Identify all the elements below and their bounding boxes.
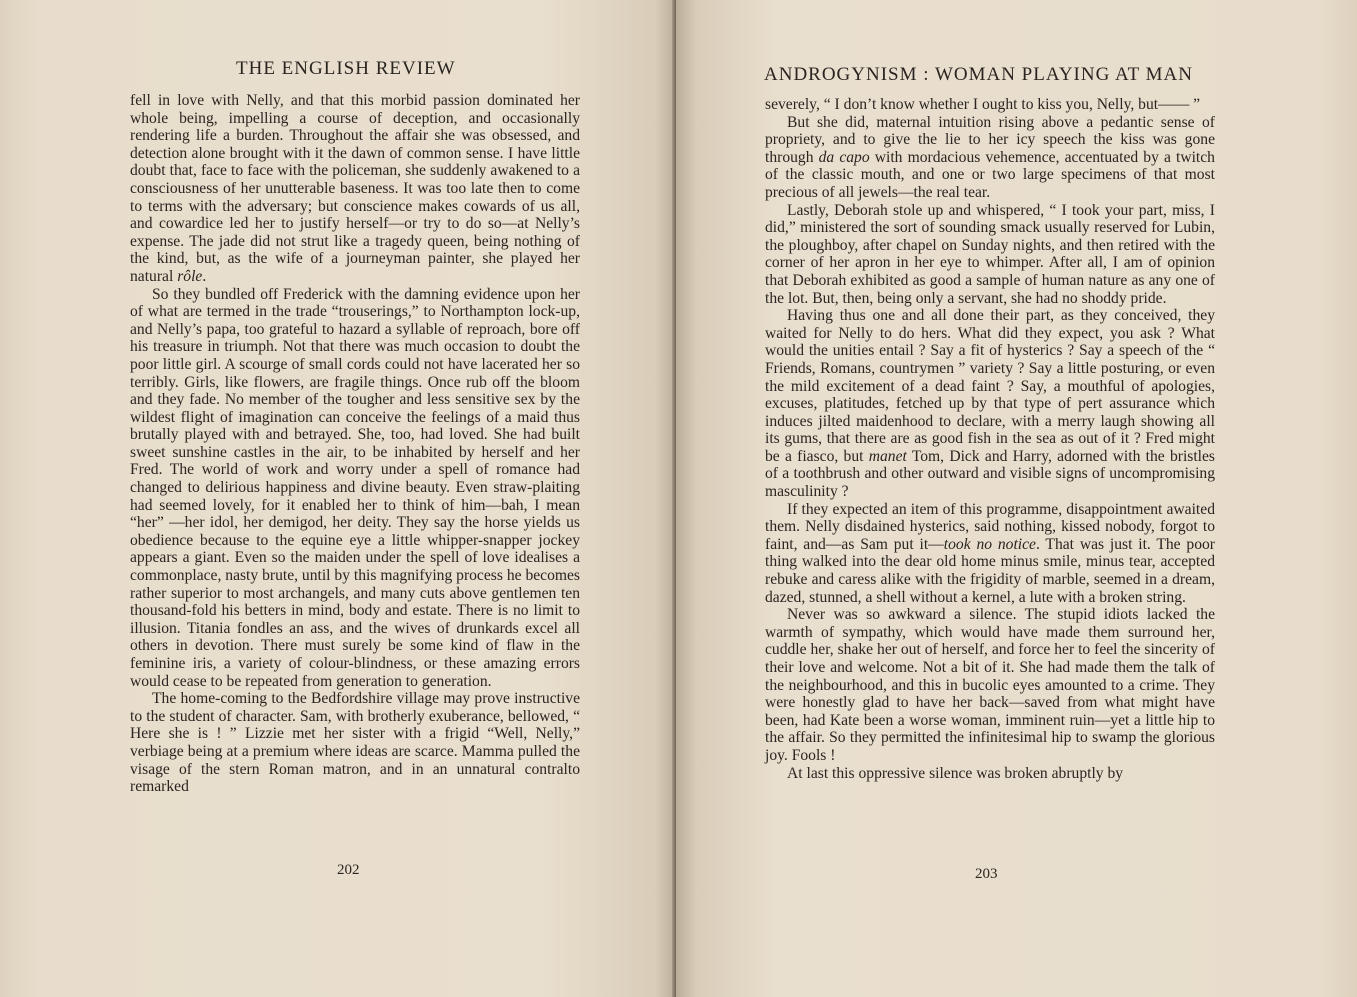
paragraph xyxy=(765,307,1215,501)
left-page xyxy=(0,0,676,997)
text-run: Tom, Dick and Harry, adorned with the bristles of a toothbrush and other outward and visible signs of uncompromising masculinity ? xyxy=(765,447,1215,501)
text-run: The home-coming to the Bedfordshire village may prove instructive to the student of character. Sam, with brotherly exuberance, bellowed, “ Here she is ! ” Lizzie met her sister with a frigid “Well, Nelly,” verbiage being at a premium where ideas are scarce. Mamma pulled the visage of the stern Roman matron, and in an unnatural contralto remarked xyxy=(130,690,580,796)
italic-text: took no notice xyxy=(943,535,1036,553)
body-text xyxy=(765,96,1215,782)
text-run: Lastly, Deborah stole up and whispered, “ I took your part, miss, I did,” ministered the sort of sounding smack usually reserved for Lubin, the ploughboy, after chapel on Sunday nights, and then retired with the corner of her apron in her eye to whimper. After all, I am of opinion that Deborah exhibited as good a sample of human nature as any one of the lot. But, then, being only a servant, she had no shoddy pride. xyxy=(765,201,1215,307)
text-run: . xyxy=(202,267,207,285)
paragraph xyxy=(765,96,1215,114)
running-head: ANDROGYNISM : WOMAN PLAYING AT MAN xyxy=(764,64,1193,85)
page-number: 203 xyxy=(975,866,998,882)
text-run: with mordacious vehemence, accentuated by a twitch of the classic mouth, and one or two large specimens of that most precious of all jewels—the real tear. xyxy=(765,148,1215,201)
italic-text: da capo xyxy=(818,148,870,166)
text-run: So they bundled off Frederick with the damning evidence upon her of what are termed in the trade “trouserings,” to Northampton lock-up, and Nelly’s papa, too grateful to hazard a syllable of reproach, bore off his treasure in triumph. Not that there was much occasion to doubt the poor little girl. A scourge of small cords could not have lacerated her so terribly. Girls, like flowers, are fragile things. Once rub off the bloom and they fade. No member of the tougher and less sensitive sex by the wildest flight of imagination can conceive the feelings of a maid thus brutally played with and betrayed. She, too, had loved. She had built sweet sunshine castles in the air, to be inhabited by herself and her Fred. The world of work and worry under a spell of romance had changed to delirious happiness and divine beauty. Even straw-plaiting had seemed lovely, for it enabled her to think of him—bah, I mean “her” —her idol, her demigod, her deity. They say the horse yields us obedience because to the equine eye a little whipper-snapper jockey appears a giant. Even so the maiden under the spell of love idealises a commonplace, nasty brute, until by this magnifying process he becomes rather superior to most archangels, and many cuts above gentlemen ten thousand-fold his betters in mind, body and estate. There is no limit to illusion. Titania fondles an ass, and the wives of drunkards excel all others in devotion. There must surely be some kind of flaw in the feminine iris, a variety of colour-blindness, or these amazing errors would cease to be repeated from generation to generation. xyxy=(130,285,580,690)
text-run: Having thus one and all done their part, as they conceived, they waited for Nelly to do hers. What did they expect, you ask ? What would the unities entail ? Say a fit of hysterics ? Say a speech of the “ Friends, Romans, countrymen ” variety ? Say a little posturing, or even the mild excitement of a dead faint ? Say, a mouthful of apologies, excuses, platitudes, fetched up by that type of pert assurance which induces jilted maidenhood to declare, with a merry laugh showing all its gums, that there are as good fish in the sea as out of it ? Fred might be a fiasco, but xyxy=(765,307,1215,465)
text-run: At last this oppressive silence was broken abruptly by xyxy=(787,764,1124,782)
text-run: Never was so awkward a silence. The stupid idiots lacked the warmth of sympathy, which would have made them surround her, cuddle her, shake her out of herself, and force her to feel the sincerity of their love and welcome. Not a bit of it. She had made them the talk of the neighbourhood, and this in bucolic eyes amounted to a crime. They were honestly glad to have her back—saved from what might have been, had Kate been a worse woman, imminent ruin—yet a little hip to the affair. So they permitted the infinitesimal hip to swamp the glorious joy. Fools ! xyxy=(765,606,1215,764)
text-run: severely, “ I don’t know whether I ought to kiss you, Nelly, but—— ” xyxy=(765,96,1201,113)
paragraph xyxy=(765,765,1215,783)
paragraph xyxy=(765,606,1215,764)
text-run: But she did, maternal intuition rising above a pedantic sense of propriety, and to give the lie to her icy speech the kiss was gone through xyxy=(765,113,1215,166)
running-head: THE ENGLISH REVIEW xyxy=(236,58,456,79)
body-text xyxy=(130,92,580,796)
paragraph xyxy=(130,92,580,286)
paragraph xyxy=(130,690,580,796)
right-page xyxy=(676,0,1357,997)
paragraph xyxy=(765,114,1215,202)
text-run: fell in love with Nelly, and that this morbid passion dominated her whole being, impelling a course of deception, and occasionally rendering life a burden. Throughout the affair she was obsessed, and detection alone brought with it the dawn of common sense. I have little doubt that, face to face with the policeman, she suddenly awakened to a consciousness of her unutterable baseness. It was too late then to come to terms with the adversary; but conscience makes cowards of us all, and cowardice led her to justify herself—or try to do so—at Nelly’s expense. The jade did not strut like a tragedy queen, being nothing of the kind, but, as the wife of a journeyman painter, she played her natural xyxy=(130,92,580,285)
paragraph xyxy=(130,286,580,691)
text-run: . That was just it. The poor thing walked into the dear old home minus smile, minus tear, accepted rebuke and caress alike with the frigidity of marble, seemed in a dream, dazed, stunned, a shell without a kernel, a lute with a broken string. xyxy=(765,535,1216,606)
paragraph xyxy=(765,501,1215,607)
paragraph xyxy=(765,202,1215,308)
italic-text: manet xyxy=(868,447,907,465)
italic-text: rôle xyxy=(177,267,203,285)
text-run: If they expected an item of this programme, disappointment awaited them. Nelly disdained hysterics, said nothing, kissed nobody, forgot to faint, and—as Sam put it— xyxy=(765,500,1215,553)
page-number: 202 xyxy=(337,862,360,878)
